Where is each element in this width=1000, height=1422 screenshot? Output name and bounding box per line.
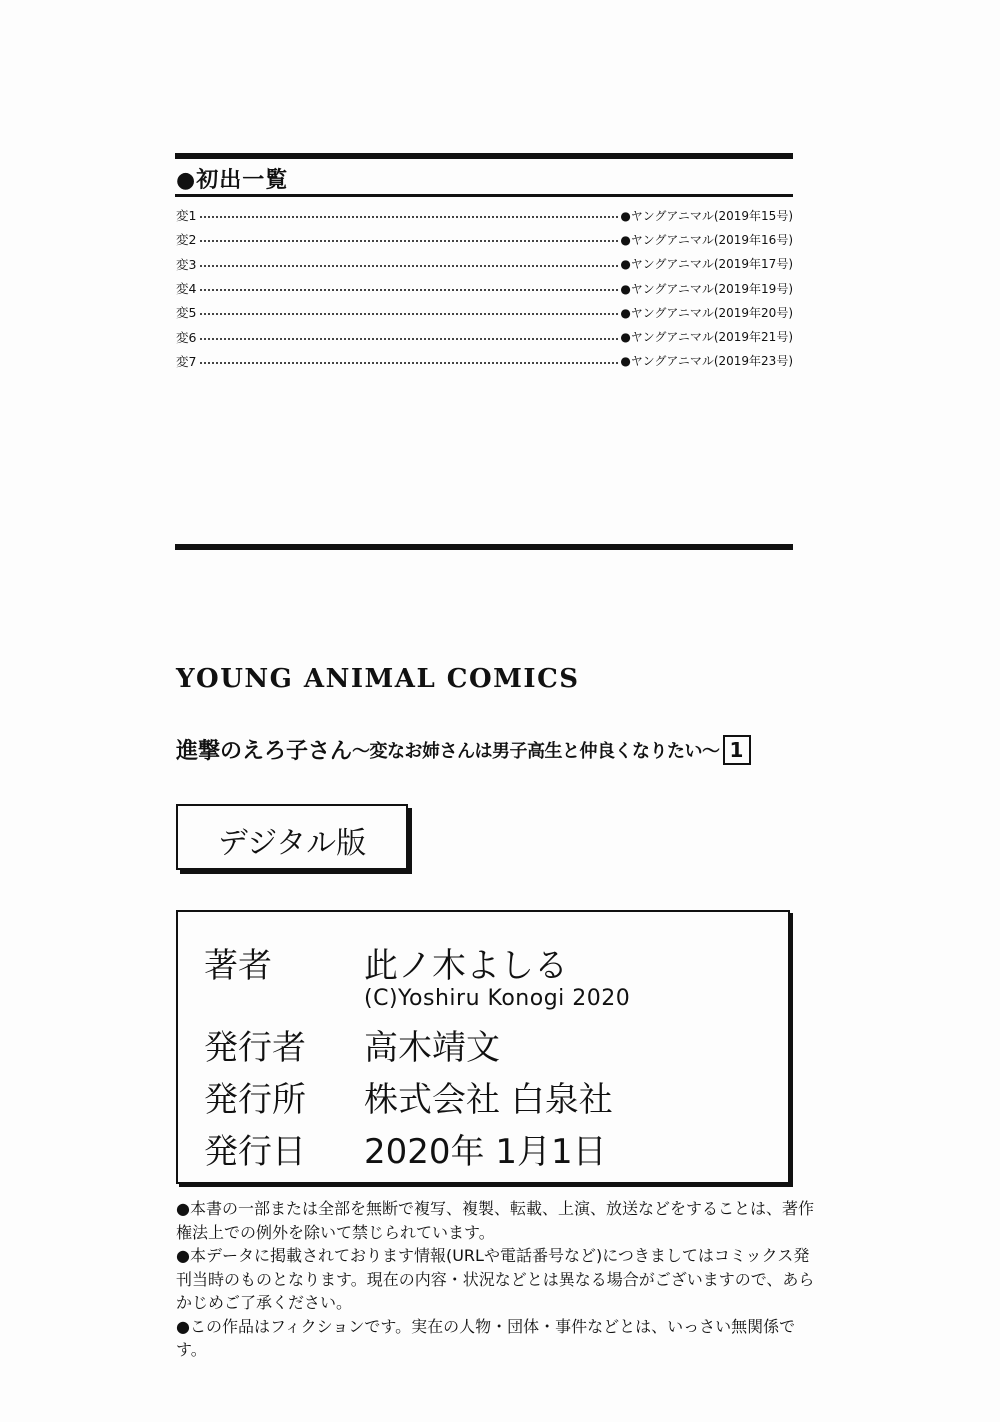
publish-date-label: 発行日: [204, 1132, 306, 1172]
publisher-person-label: 発行者: [204, 1028, 306, 1068]
source-label: ●ヤングアニマル(2019年23号): [620, 354, 793, 369]
dot-leader: [200, 289, 618, 291]
publisher-person: 高木靖文: [364, 1028, 500, 1068]
list-item: [176, 227, 793, 251]
dot-leader: [200, 216, 618, 218]
series-label: YOUNG ANIMAL COMICS: [176, 664, 580, 694]
source-label: ●ヤングアニマル(2019年16号): [620, 232, 793, 247]
dot-leader: [200, 240, 618, 242]
chapter-label: 変7: [176, 353, 197, 369]
list-item: [176, 300, 793, 324]
dot-leader: [200, 265, 618, 267]
edition-box: [176, 804, 408, 870]
list-item: [176, 349, 793, 373]
list-item: [176, 203, 793, 227]
source-label: ●ヤングアニマル(2019年20号): [620, 305, 793, 320]
chapter-label: 変3: [176, 256, 197, 272]
edition-label: デジタル版: [217, 826, 367, 861]
publisher-name: 株式会社 白泉社: [364, 1080, 613, 1120]
book-title-line: [176, 734, 751, 765]
source-label: ●ヤングアニマル(2019年21号): [620, 330, 793, 345]
list-item: [176, 276, 793, 300]
first-appearance-list: [176, 203, 793, 373]
list-item: [176, 324, 793, 348]
chapter-label: 変2: [176, 232, 197, 248]
volume-badge: 1: [723, 735, 751, 765]
notice-fiction: ●この作品はフィクションです。実在の人物・団体・事件などとは、いっさい無関係です。: [176, 1316, 796, 1359]
notice-copyright: ●本書の一部または全部を無断で複写、複製、転載、上演、放送などをすることは、著作権法上での例外を除いて禁じられています。: [176, 1199, 814, 1242]
middle-rule: [175, 544, 793, 550]
source-label: ●ヤングアニマル(2019年15号): [620, 208, 793, 223]
author-name: 此ノ木よしる: [364, 946, 568, 986]
book-title: 進撃のえろ子さん: [176, 739, 353, 764]
book-subtitle: 〜変なお姉さんは男子高生と仲良くなりたい〜: [352, 740, 720, 762]
chapter-label: 変4: [176, 281, 197, 297]
section-title: ●初出一覧: [176, 168, 289, 193]
chapter-label: 変5: [176, 305, 197, 321]
chapter-label: 変1: [176, 208, 197, 224]
credits-box: [176, 910, 790, 1184]
dot-leader: [200, 362, 618, 364]
source-label: ●ヤングアニマル(2019年17号): [620, 257, 793, 272]
copyright-notice: (C)Yoshiru Konogi 2020: [364, 986, 631, 1011]
author-label: 著者: [204, 946, 272, 986]
list-item: [176, 252, 793, 276]
legal-notices: [176, 1197, 816, 1362]
publish-date: 2020年 1月1日: [364, 1132, 607, 1172]
section-underline: [175, 194, 793, 197]
source-label: ●ヤングアニマル(2019年19号): [620, 281, 793, 296]
dot-leader: [200, 313, 618, 315]
notice-data-validity: ●本データに掲載されております情報(URLや電話番号など)につきましてはコミックス発刊当時のものとなります。現在の内容・状況などとは異なる場合がございますので、あらかじめご了承ください。: [176, 1246, 815, 1312]
dot-leader: [200, 338, 618, 340]
chapter-label: 変6: [176, 329, 197, 345]
publisher-label: 発行所: [204, 1080, 306, 1120]
top-rule: [175, 153, 793, 159]
